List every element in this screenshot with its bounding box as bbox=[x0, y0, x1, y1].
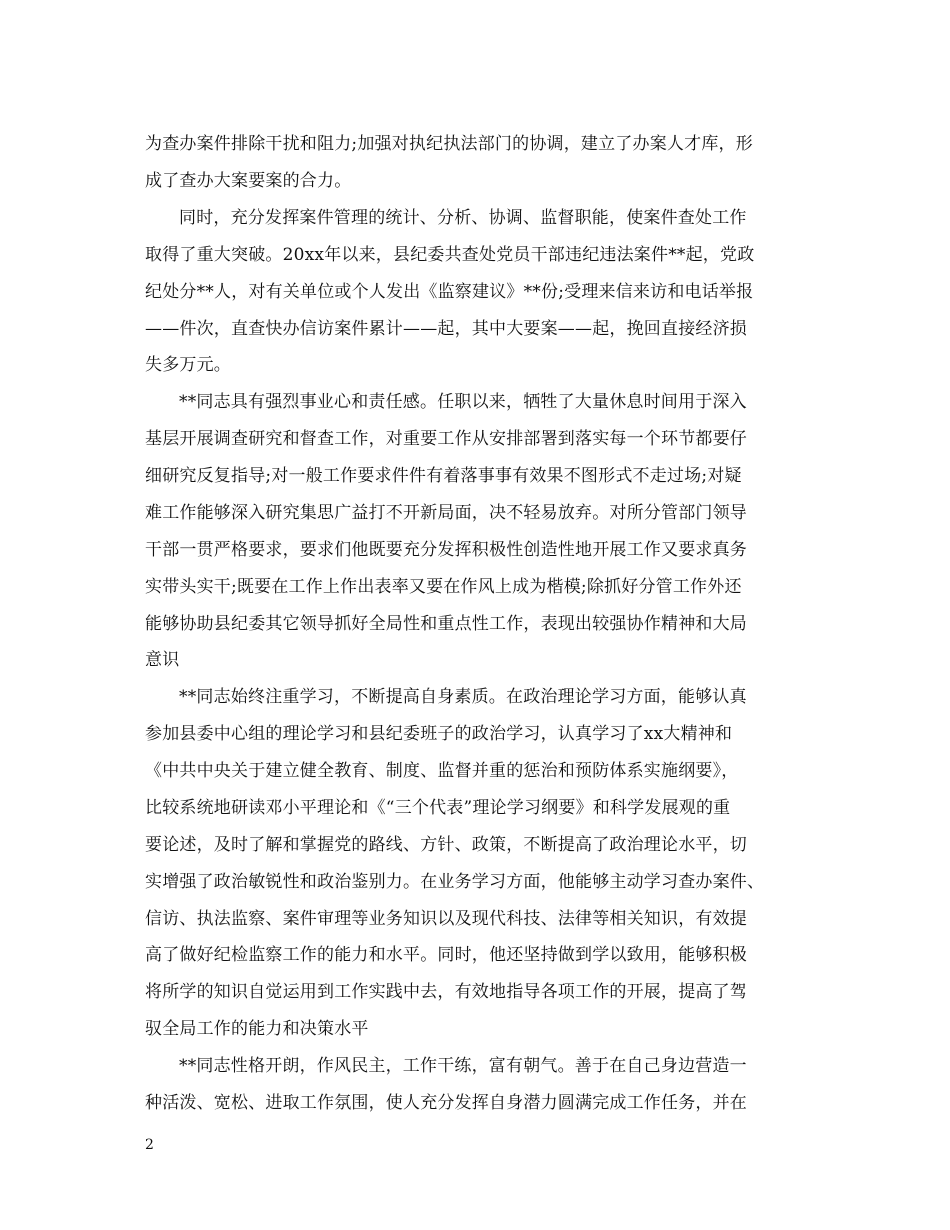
text-line: 将所学的知识自觉运用到工作实践中去，有效地指导各项工作的开展，提高了驾 bbox=[145, 982, 747, 1002]
text-line: 驭全局工作的能力和决策水平 bbox=[145, 1019, 369, 1039]
text-line: 纪处分**人，对有关单位或个人发出《监察建议》**份;受理来信来访和电话举报 bbox=[145, 282, 754, 302]
text-line: 参加县委中心组的理论学习和县纪委班子的政治学习，认真学习了xx大精神和 bbox=[145, 724, 733, 744]
paragraph-first-line: **同志性格开朗，作风民主，工作干练，富有朝气。善于在自己身边营造一 bbox=[179, 1056, 747, 1076]
text-line: 比较系统地研读邓小平理论和《“三个代表”理论学习纲要》和科学发展观的重 bbox=[145, 798, 731, 818]
page-number: 2 bbox=[145, 1137, 154, 1153]
text-line: 难工作能够深入研究集思广益打不开新局面，决不轻易放弃。对所分管部门领导 bbox=[145, 503, 747, 523]
text-line: 成了查办大案要案的合力。 bbox=[145, 171, 352, 191]
text-line: 能够协助县纪委其它领导抓好全局性和重点性工作，表现出较强协作精神和大局 bbox=[145, 614, 747, 634]
paragraph-first-line: **同志始终注重学习，不断提高自身素质。在政治理论学习方面，能够认真 bbox=[179, 687, 747, 707]
text-line: 实带头实干;既要在工作上作出表率又要在作风上成为楷模;除抓好分管工作外还 bbox=[145, 577, 742, 597]
text-line: 要论述，及时了解和掌握党的路线、方针、政策，不断提高了政治理论水平，切 bbox=[145, 835, 747, 855]
text-line: 信访、执法监察、案件审理等业务知识以及现代科技、法律等相关知识，有效提 bbox=[145, 909, 747, 929]
text-line: 干部一贯严格要求，要求们他既要充分发挥积极性创造性地开展工作又要求真务 bbox=[145, 540, 747, 560]
text-line: 高了做好纪检监察工作的能力和水平。同时，他还坚持做到学以致用，能够积极 bbox=[145, 945, 747, 965]
text-line: 细研究反复指导;对一般工作要求件件有着落事事有效果不图形式不走过场;对疑 bbox=[145, 466, 742, 486]
text-line: 《中共中央关于建立健全教育、制度、监督并重的惩治和预防体系实施纲要》， bbox=[145, 761, 739, 781]
text-line: 实增强了政治敏锐性和政治鉴别力。在业务学习方面，他能够主动学习查办案件、 bbox=[145, 872, 765, 892]
text-line: 种活泼、宽松、进取工作氛围，使人充分发挥自身潜力圆满完成工作任务，并在 bbox=[145, 1093, 747, 1113]
text-line: 基层开展调查研究和督查工作，对重要工作从安排部署到落实每一个环节都要仔 bbox=[145, 429, 747, 449]
text-line: 取得了重大突破。20xx年以来，县纪委共查处党员干部违纪违法案件**起，党政 bbox=[145, 245, 755, 265]
paragraph-first-line: **同志具有强烈事业心和责任感。任职以来，牺牲了大量休息时间用于深入 bbox=[179, 392, 747, 412]
text-line: ——件次，直查快办信访案件累计——起，其中大要案——起，挽回直接经济损 bbox=[145, 319, 747, 339]
text-line: 为查办案件排除干扰和阻力;加强对执纪执法部门的协调，建立了办案人才库，形 bbox=[145, 134, 753, 154]
text-line: 失多万元。 bbox=[145, 355, 231, 375]
paragraph-first-line: 同时，充分发挥案件管理的统计、分析、协调、监督职能，使案件查处工作 bbox=[179, 208, 747, 228]
text-line: 意识 bbox=[145, 650, 180, 670]
